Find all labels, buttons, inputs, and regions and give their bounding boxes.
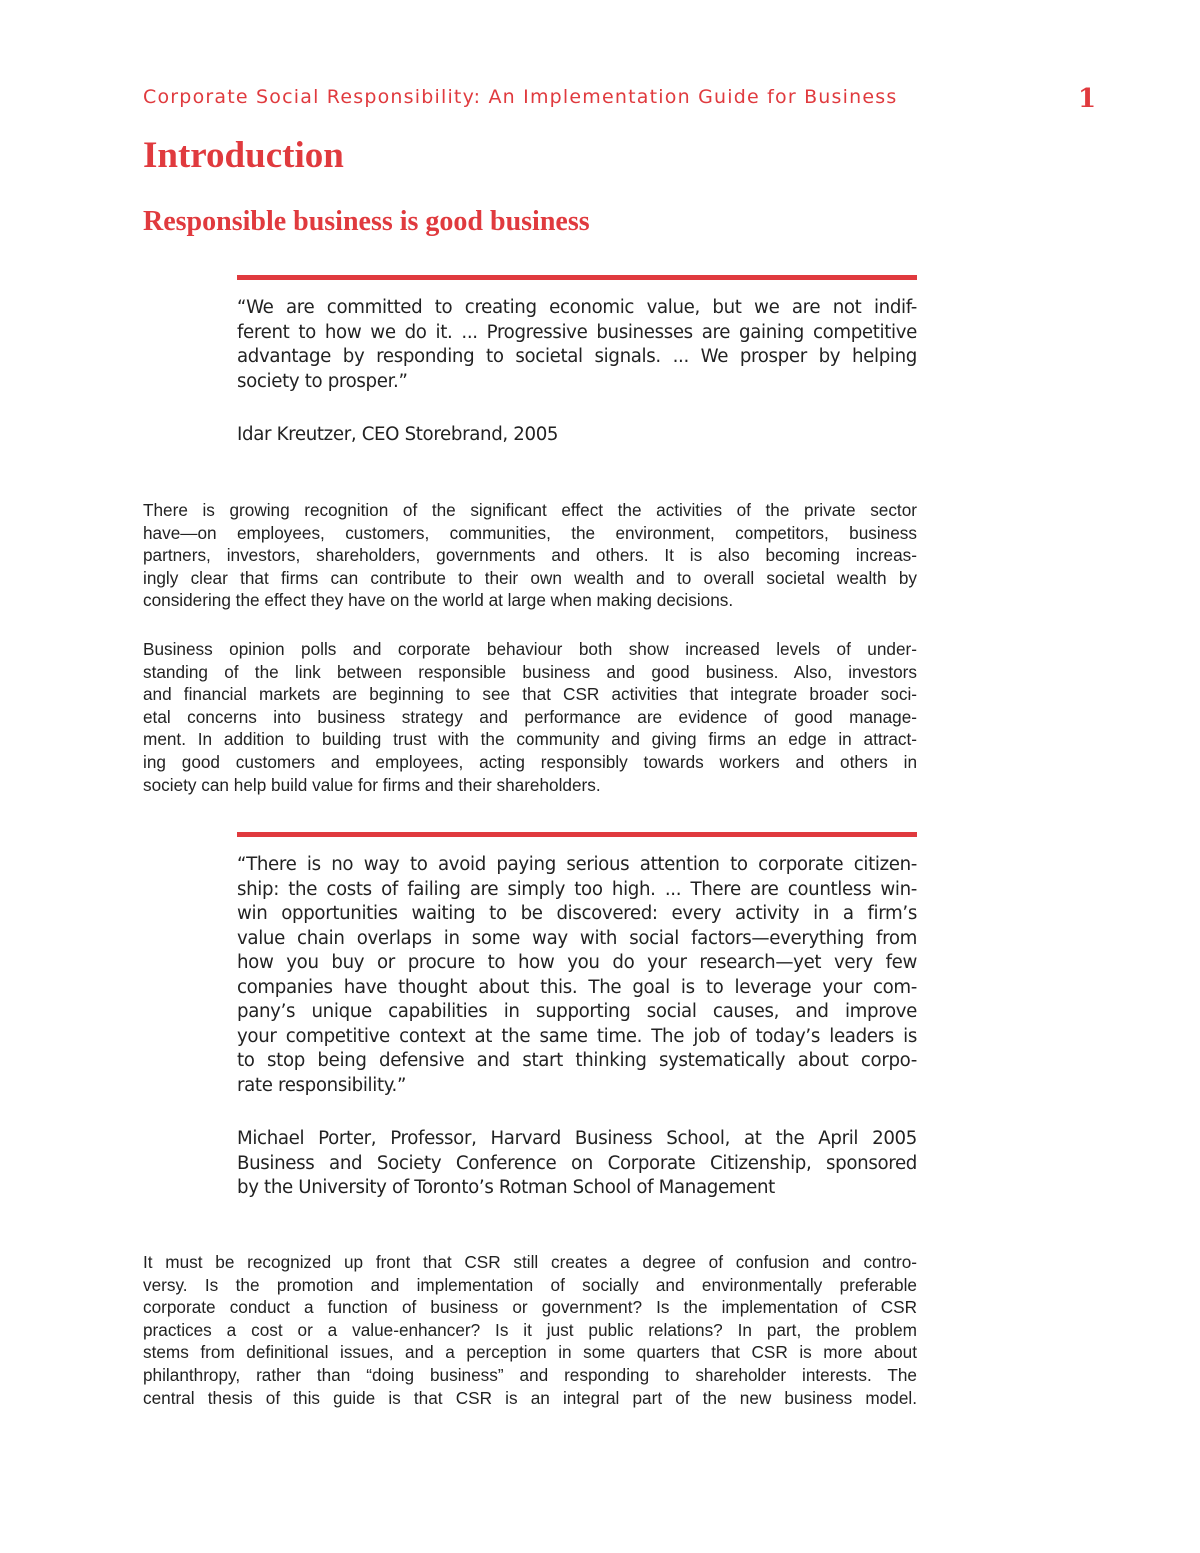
quote-attribution-porter (237, 1127, 917, 1201)
paragraph-line: etal concerns into business strategy and performance are evidence of good manage- (143, 706, 917, 727)
paragraph-line: ingly clear that firms can contribute to their own wealth and to overall societal wealth by (143, 567, 917, 588)
body-paragraph-2 (143, 638, 917, 796)
quote-line: society to prosper.” (237, 370, 408, 392)
quote-line: ship: the costs of failing are simply too high. ... There are countless win- (237, 878, 917, 900)
quote-divider-rule (237, 832, 917, 837)
quote-line: your competitive context at the same time. The job of today’s leaders is (237, 1025, 917, 1047)
page-title: Introduction (143, 135, 344, 176)
paragraph-line: considering the effect they have on the world at large when making decisions. (143, 590, 734, 611)
attribution-line: by the University of Toronto’s Rotman School of Management (237, 1177, 775, 1198)
attribution-line: Idar Kreutzer, CEO Storebrand, 2005 (237, 424, 559, 445)
attribution-line: Business and Society Conference on Corporate Citizenship, sponsored (237, 1152, 917, 1174)
paragraph-line: ment. In addition to building trust with the community and giving firms an edge in attract- (143, 729, 917, 750)
quote-line: “There is no way to avoid paying serious attention to corporate citizen- (237, 854, 917, 875)
paragraph-line: stems from definitional issues, and a perception in some quarters that CSR is more about (143, 1342, 917, 1363)
paragraph-line: standing of the link between responsible business and good business. Also, investors (143, 661, 917, 682)
pull-quote-kreutzer (237, 296, 917, 394)
running-header: Corporate Social Responsibility: An Implementation Guide for Business (143, 86, 898, 108)
quote-attribution-kreutzer (237, 423, 917, 448)
quote-line: “We are committed to creating economic value, but we are not indif- (237, 297, 917, 318)
body-paragraph-1 (143, 499, 917, 612)
pull-quote-porter (237, 853, 917, 1098)
paragraph-line: philanthropy, rather than “doing business” and responding to shareholder interests. The (143, 1364, 917, 1385)
paragraph-line: corporate conduct a function of business or government? Is the implementation of CSR (143, 1297, 917, 1318)
quote-line: how you buy or procure to how you do your research—yet very few (237, 952, 917, 973)
quote-line: advantage by responding to societal signals. ... We prosper by helping (237, 346, 917, 367)
quote-line: rate responsibility.” (237, 1074, 407, 1096)
quote-line: ferent to how we do it. ... Progressive businesses are gaining competitive (237, 321, 917, 343)
paragraph-line: There is growing recognition of the significant effect the activities of the private sector (143, 500, 917, 520)
paragraph-line: partners, investors, shareholders, governments and others. It is also becoming increas- (143, 545, 917, 566)
paragraph-line: Business opinion polls and corporate behaviour both show increased levels of under- (143, 639, 917, 659)
quote-divider-rule (237, 275, 917, 280)
paragraph-line: and financial markets are beginning to see that CSR activities that integrate broader soci- (143, 684, 917, 705)
section-subtitle: Responsible business is good business (143, 206, 590, 237)
quote-line: win opportunities waiting to be discovered: every activity in a firm’s (237, 903, 917, 924)
paragraph-line: central thesis of this guide is that CSR is an integral part of the new business model. (143, 1387, 917, 1408)
quote-line: to stop being defensive and start thinking systematically about corpo- (237, 1050, 917, 1071)
paragraph-line: society can help build value for firms and their shareholders. (143, 774, 601, 795)
paragraph-line: have—on employees, customers, communities, the environment, competitors, business (143, 522, 917, 543)
paragraph-line: practices a cost or a value-enhancer? Is it just public relations? In part, the problem (143, 1319, 917, 1340)
quote-line: companies have thought about this. The goal is to leverage your com- (237, 976, 917, 998)
paragraph-line: ing good customers and employees, acting responsibly towards workers and others in (143, 751, 917, 772)
paragraph-line: It must be recognized up front that CSR still creates a degree of confusion and contro- (143, 1252, 917, 1272)
quote-line: pany’s unique capabilities in supporting social causes, and improve (237, 1001, 917, 1022)
paragraph-line: versy. Is the promotion and implementation of socially and environmentally preferable (143, 1274, 917, 1295)
attribution-line: Michael Porter, Professor, Harvard Business School, at the April 2005 (237, 1128, 917, 1149)
body-paragraph-3 (143, 1251, 917, 1409)
quote-line: value chain overlaps in some way with social factors—everything from (237, 927, 917, 949)
page-number: 1 (1078, 84, 1097, 114)
